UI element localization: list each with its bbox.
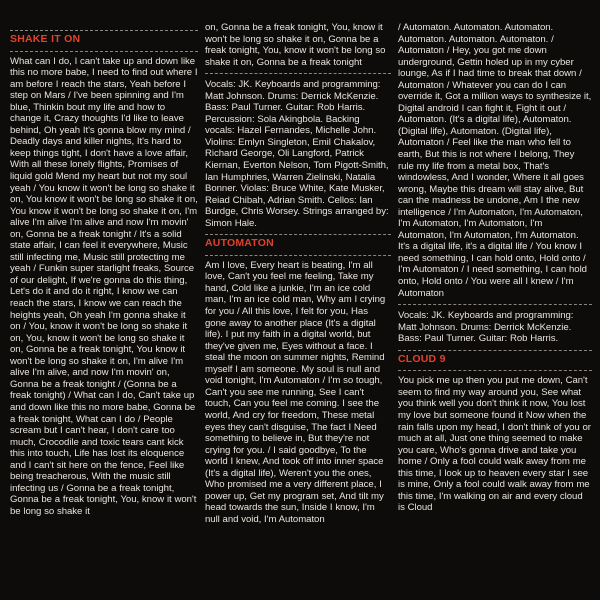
credits-automaton: Vocals: JK. Keyboards and programming: Matt Johnson. Drums: Derrick McKenzie. Bass: Paul Turner. Guitar: Rob Harris. bbox=[398, 310, 574, 345]
divider bbox=[205, 255, 391, 256]
credits-shake-it-on: Vocals: JK. Keyboards and programming: Matt Johnson. Drums: Derrick McKenzie. Bass: Paul Turner. Guitar: Rob Harris. Percussion: Sola Akingbola. Backing vocals: Hazel Fernandes, Michelle John. Violins: Emlyn Singleton, Emil Chakalov, Richard George, Oli Langford, Patrick Kiernan, Everton Nelson, Tom Pigott-Smith, Ian Humphries, Warren Zielinski, Natalia Bonner. Violas: Bruce White, Kate Musker, Reiad Chibah, Adrian Smith. Cellos: Ian Burdge, Chris Worsey. Strings arranged by: Simon Hale. bbox=[205, 79, 389, 229]
divider bbox=[398, 370, 592, 371]
column-2 bbox=[205, 0, 391, 525]
lyrics-shake-it-on: What can I do, I can't take up and down like this no more babe, I need to find out where I am before I reach the stars, Yeah before I step on Mars / I've been spinning and I'm blue, Thinkin bout my life and how to change it, Crazy thoughts I'd like to leave behind, Oh yeah It's gonna blow my mind / Deadly days and killer nights, It's hard to keep things tight, I don't have a love affair, With all these lonely flights, Promises of liquid gold Mend my heart but not my soul yeah / You know it won't be long so shake it on, You know it won't be long so shake it on, You know it won't be long so shake it on, I'm alive I'm alive I'm alive and now I'm movin' on, Gonna be a freak tonight / It's a solid state affair, I can feel it everywhere, Music still infecting me, Music still protecting me yeah / Funkin super starlight freaks, Source of our delight, If we're gonna do this thing, Let's do it and do it right, I know we can reach the stars, I know we can reach the heights yeah, Oh yeah I'm gonna shake it on / You, know it won't be long so shake it on, You, know it won't be long so shake it on, Gonna be a freak tonight, You know it won't be long so shake it on, I'm alive I'm alive I'm alive, and now I'm movin' on, Gonna be a freak tonight / (Gonna be a freak tonight) / What can I do, Can't take up and down like this no more babe, Gonna be a freak tonight, What can I do / People scream but I can't hear, I don't care too much, Crocodile and toxic tears cant kick this into touch, Life has lost its eloquence and I can't sit here on the fence, Feel like being treacherous, With the music still infecting us / Gonna be a freak tonight, Gonna be a freak tonight, You, know it won't be long so shake it bbox=[10, 55, 198, 517]
divider bbox=[205, 234, 391, 235]
lyrics-cloud-9: You pick me up then you put me down, Can't seem to find my way around you, See what you think well you don't think it now, You lost my love but someone found it Now when the rain falls upon my head, I don't think of you or much at all, Just one thing seemed to make you care, Who's gonna drive and take you home / Only a fool could walk away from me this time, I look up to heaven every star I see is mine, Only a fool could walk away from me this time, I'm walking on air and every cloud is Cloud bbox=[398, 375, 591, 514]
column-1 bbox=[10, 0, 198, 517]
lyrics-automaton: Am I love, Every heart is beating, I'm all love, Can't you feel me feeling, Take my hand, Cold like a junkie, I'm an ice cold man, I'm an ice cold man, Why am I crying for you / All this love, I felt for you, Has gone away to another place (It's a digital life). I put my faith in a digital world, but they've given me, Eyes without a face. I steal the moon on summer nights, Remind myself I am someone. My soul is null and void tonight, I'm Automaton / I'm so tough, Can't you see me running, See I can't touch, Can you feel me coming. I see the world, And cry for freedom, These metal eyes they can't disguise, The fact I Need something to believe in, But they're not crying for you. / I said goodbye, To the world I knew, And took off into inner space (It's a digital life), Weren't you the ones, Who promised me a very different place, I power up, Get my program set, And tilt my head towards the sun, Inside I know, I'm null and void, I'm Automaton bbox=[205, 259, 386, 525]
column-3 bbox=[398, 0, 592, 514]
song-title-automaton: AUTOMATON bbox=[205, 237, 274, 250]
divider bbox=[10, 51, 198, 52]
lyrics-shake-it-on-continued: on, Gonna be a freak tonight, You, know it won't be long so shake it on, Gonna be a freak tonight, You, know it won't be long so shake it on, Gonna be a freak tonight bbox=[205, 22, 386, 68]
lyrics-automaton-continued: / Automaton. Automaton. Automaton. Automaton. Automaton. Automaton. / Automaton / Hey, you got me down underground, Gettin holed up in my cyber lounge, As if I had time to break that down / Automaton / Whatever you can do I can override it, Got a million ways to synthesize it, Digital android I can fight it, Fight it out / Automaton. (It's a digital life), Automaton. (Digital life), Automaton. (Digital life), Automaton / Feel like the man who fell to earth, But this is not where I belong, They rule my life from a metal box, That's windowless, And I wonder, Where it all goes wrong, Maybe this dream will stay alive, But can the madness be undone, Am I the new intelligence / I'm Automaton, I'm Automaton, I'm Automaton, I'm Automaton, I'm Automaton, I'm Automaton, I'm Automaton. It's a digital life, it's a digital life / You know I need something, I can hold onto, Hold onto / I'm Automaton / I need something, I can hold onto, Hold onto / You were all I knew / I'm Automaton bbox=[398, 22, 592, 299]
song-title-shake-it-on: SHAKE IT ON bbox=[10, 33, 81, 45]
divider bbox=[205, 73, 391, 74]
divider bbox=[10, 30, 198, 31]
song-title-cloud-9: CLOUD 9 bbox=[398, 352, 446, 365]
divider bbox=[398, 350, 592, 351]
divider bbox=[398, 304, 592, 305]
